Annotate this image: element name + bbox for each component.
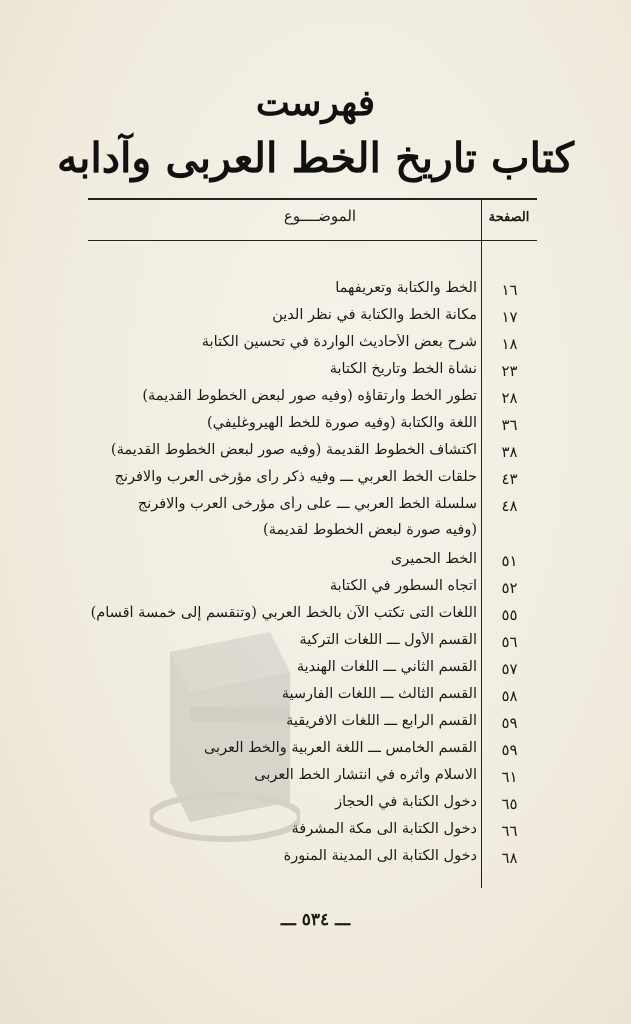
entry-subject: اتجاه السطور في الكتابة (329, 578, 477, 594)
entry-page-number: ١٨ (501, 335, 518, 353)
entry-page-number: ٥٨ (501, 687, 518, 705)
entry-subject: حلقات الخط العربي ـــ وفيه ذكر رأى مؤرخى العرب والافرنج (114, 469, 477, 485)
entry-page-number: ٦٥ (501, 795, 518, 813)
index-heading: فهرست (255, 82, 376, 124)
entry-subject: تطور الخط وارتقاؤه (وفيه صور لبعض الخطوط القديمة) (142, 388, 477, 404)
entry-page-number: ٥١ (501, 552, 518, 570)
entry-subject: دخول الكتابة الى مكة المشرفة (291, 821, 477, 837)
entry-page-number: ٦٦ (501, 822, 518, 840)
entry-subject: القسم الرابع ـــ اللغات الافريقية (286, 713, 477, 729)
entry-page-number: ٥٧ (501, 660, 518, 678)
entry-subject: دخول الكتابة الى المدينة المنورة (283, 848, 477, 864)
index-entry (88, 821, 537, 845)
page-column-header: الصفحة (488, 210, 530, 225)
entry-subject: الخط والكتابة وتعريفهما (335, 280, 477, 296)
entry-subject: الاسلام وأثره في انتشار الخط العربى (254, 767, 477, 783)
entry-subject: الخط الحميرى (390, 551, 477, 567)
table-top-rule (88, 198, 537, 200)
index-entry (88, 388, 537, 412)
entry-page-number: ٦١ (501, 768, 518, 786)
table-header-rule (88, 240, 537, 241)
entry-subject: نشأة الخط وتاريخ الكتابة (329, 361, 477, 377)
index-entry (88, 307, 537, 331)
index-entry (88, 578, 537, 602)
index-entry (88, 740, 537, 764)
index-entry (88, 794, 537, 818)
index-entry (88, 848, 537, 872)
index-entry (88, 551, 537, 575)
entry-page-number: ٣٨ (501, 443, 518, 461)
entry-page-number: ١٦ (501, 281, 518, 299)
index-entry (88, 496, 537, 520)
entry-page-number: ٥٩ (501, 741, 518, 759)
entry-subject: القسم الخامس ـــ اللغة العربية والخط العربى (203, 740, 477, 756)
index-entry (88, 442, 537, 466)
entry-subject: دخول الكتابة في الحجاز (335, 794, 477, 810)
entry-page-number: ٥٥ (501, 606, 518, 624)
index-entry (88, 713, 537, 737)
page-folio-number: ـــ ٥٣٤ ـــ (280, 910, 351, 930)
entry-subject: مكانة الخط والكتابة في نظر الدين (272, 307, 477, 323)
index-entry (88, 361, 537, 385)
index-entry (88, 469, 537, 493)
entry-page-number: ٦٨ (501, 849, 518, 867)
entry-subject: اللغات التى تكتب الآن بالخط العربي (وتنقسم إلى خمسة أقسام) (90, 605, 477, 621)
entry-page-number: ١٧ (501, 308, 518, 326)
entry-subject: اللغة والكتابة (وفيه صورة للخط الهيروغليفي) (207, 415, 477, 431)
entry-page-number: ٥٢ (501, 579, 518, 597)
index-entry (88, 632, 537, 656)
subject-column-header: الموضــــوع (283, 207, 357, 225)
entry-page-number: ٥٩ (501, 714, 518, 732)
entry-page-number: ٤٣ (501, 470, 518, 488)
entry-subject: اكتشاف الخطوط القديمة (وفيه صور لبعض الخطوط القديمة) (110, 442, 477, 458)
entry-subject: شرح بعض الأحاديث الواردة في تحسين الكتابة (201, 334, 477, 350)
book-title: كتاب تاريخ الخط العربى وآدابه (56, 134, 575, 182)
entry-page-number: ٢٣ (501, 362, 518, 380)
entry-page-number: ٥٦ (501, 633, 518, 651)
entry-subject: القسم الثاني ـــ اللغات الهندية (296, 659, 477, 675)
index-entry (88, 659, 537, 683)
index-entry (88, 334, 537, 358)
index-entry (88, 605, 537, 629)
entry-subject: القسم الثالث ـــ اللغات الفارسية (281, 686, 477, 702)
entry-subject: القسم الأول ـــ اللغات التركية (299, 632, 477, 648)
entry-page-number: ٤٨ (501, 497, 518, 515)
entry-page-number: ٢٨ (501, 389, 518, 407)
entry-subject: سلسلة الخط العربي ـــ على رأى مؤرخى العرب والافرنج (137, 496, 477, 512)
entry-page-number: ٣٦ (501, 416, 518, 434)
index-entry (88, 280, 537, 304)
entry-subject: (وفيه صورة لبعض الخطوط لقديمة) (263, 522, 477, 538)
index-entry-continuation (88, 522, 537, 546)
index-entry (88, 767, 537, 791)
index-entry (88, 415, 537, 439)
index-entry (88, 686, 537, 710)
